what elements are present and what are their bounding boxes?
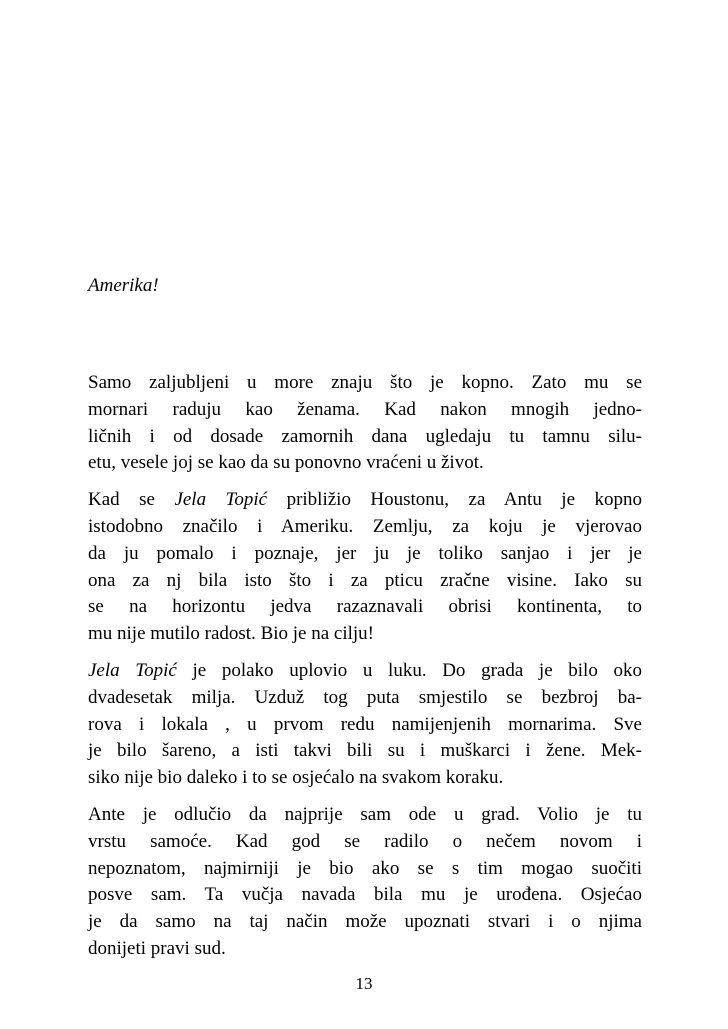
text-line: [88, 594, 642, 621]
text-segment: Samo zaljubljeni u more znaju što je kopno. Zato mu se: [88, 372, 642, 393]
text-segment: mu nije mutilo radost. Bio je na cilju!: [88, 623, 375, 645]
text-line: [88, 738, 642, 765]
text-segment: istodobno značilo i Ameriku. Zemlju, za koju je vjerovao: [88, 515, 642, 537]
text-segment: mornari raduju kao ženama. Kad nakon mnogih jedno-: [88, 398, 642, 420]
paragraph: [88, 658, 642, 792]
text-segment: se na horizontu jedva razaznavali obrisi kontinenta, to: [88, 596, 642, 618]
text-segment: je bilo šareno, a isti takvi bili su i muškarci i žene. Mek-: [88, 740, 642, 762]
text-line: [88, 856, 642, 883]
text-segment: posve sam. Ta vučja navada bila mu je urođena. Osjećao: [88, 884, 642, 906]
text-segment: siko nije bio daleko i to se osjećalo na svakom koraku.: [88, 767, 504, 789]
text-line: [88, 568, 642, 595]
text-segment: Ante je odlučio da najprije sam ode u grad. Volio je tu: [88, 803, 642, 825]
chapter-title: Amerika!: [88, 275, 159, 296]
text-line: [88, 514, 642, 541]
text-line: [88, 685, 642, 712]
ship-name: Jela Topić: [88, 659, 177, 681]
text-line: [88, 712, 642, 739]
text-line: [88, 370, 642, 397]
text-segment: nepoznatom, najmirniji je bio ako se s tim mogao suočiti: [88, 857, 642, 879]
text-line: [88, 450, 642, 477]
text-line: [88, 936, 642, 963]
body-text: [88, 370, 642, 973]
text-segment: etu, vesele joj se kao da su ponovno vraćeni u život.: [88, 452, 484, 474]
text-line: [88, 658, 642, 685]
text-segment: Kad se: [88, 489, 175, 511]
text-segment: rova i lokala , u prvom redu namijenjenih mornarima. Sve: [88, 713, 642, 735]
text-line: [88, 397, 642, 424]
text-line: [88, 487, 642, 514]
ship-name: Jela Topić: [174, 489, 268, 511]
text-line: [88, 621, 642, 648]
text-line: [88, 909, 642, 936]
text-segment: da ju pomalo i poznaje, jer ju je toliko sanjao i jer je: [88, 542, 642, 564]
text-segment: ličnih i od dosade zamornih dana ugledaju tu tamnu silu-: [88, 425, 642, 447]
text-segment: približio Houstonu, za Antu je kopno: [267, 489, 642, 511]
text-segment: ona za nj bila isto što i za pticu zračne visine. Iako su: [88, 569, 642, 591]
text-line: [88, 802, 642, 829]
text-segment: je polako uplovio u luku. Do grada je bilo oko: [176, 659, 642, 681]
text-segment: vrstu samoće. Kad god se radilo o nečem novom i: [88, 830, 642, 852]
page-number: 13: [355, 974, 373, 993]
text-segment: dvadesetak milja. Uzduž tog puta smjestilo se bezbroj ba-: [88, 686, 642, 708]
paragraph: [88, 802, 642, 963]
text-line: [88, 541, 642, 568]
paragraph: [88, 487, 642, 648]
text-segment: donijeti pravi sud.: [88, 937, 226, 959]
text-line: [88, 765, 642, 792]
paragraph: [88, 370, 642, 477]
text-line: [88, 829, 642, 856]
text-line: [88, 424, 642, 451]
text-line: [88, 882, 642, 909]
text-segment: je da samo na taj način može upoznati stvari i o njima: [88, 911, 642, 933]
